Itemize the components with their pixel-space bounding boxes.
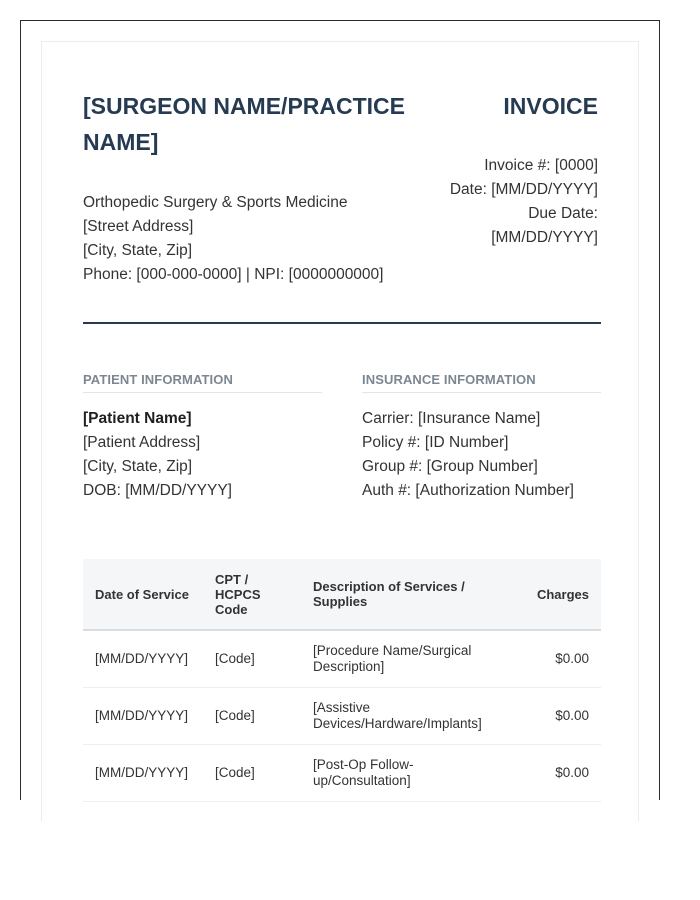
header-charges: Charges [519, 559, 601, 630]
insurance-section-heading: INSURANCE INFORMATION [362, 372, 601, 393]
document-frame [20, 20, 660, 800]
practice-street: [Street Address] [83, 218, 194, 235]
service-description: [Procedure Name/Surgical Description] [301, 630, 519, 688]
patient-address: [Patient Address] [83, 434, 201, 451]
insurance-info [362, 407, 574, 503]
table-row [83, 688, 601, 745]
service-charge: $0.00 [519, 630, 601, 688]
practice-name: [SURGEON NAME/PRACTICE NAME] [83, 93, 406, 155]
practice-city: [City, State, Zip] [83, 242, 193, 259]
invoice-due-value: [MM/DD/YYYY] [491, 229, 598, 246]
header-description: Description of Services / Supplies [301, 559, 519, 630]
service-code: [Code] [203, 630, 301, 688]
service-code: [Code] [203, 688, 301, 745]
service-date: [MM/DD/YYYY] [83, 745, 203, 802]
header-divider [83, 322, 601, 324]
invoice-date: Date: [MM/DD/YYYY] [449, 181, 598, 198]
service-description: [Post-Op Follow-up/Consultation] [301, 745, 519, 802]
invoice-due-label: Due Date: [528, 205, 598, 222]
header-cpt-code: CPT / HCPCS Code [203, 559, 301, 630]
patient-section-heading: PATIENT INFORMATION [83, 372, 322, 393]
invoice-page [41, 41, 639, 821]
service-code: [Code] [203, 745, 301, 802]
header-date-of-service: Date of Service [83, 559, 203, 630]
patient-name: [Patient Name] [83, 410, 192, 427]
patient-info [83, 407, 232, 503]
insurance-group: Group #: [Group Number] [362, 458, 538, 475]
patient-city: [City, State, Zip] [83, 458, 193, 475]
insurance-auth: Auth #: [Authorization Number] [362, 482, 574, 499]
insurance-policy: Policy #: [ID Number] [362, 434, 509, 451]
service-date: [MM/DD/YYYY] [83, 630, 203, 688]
table-row [83, 745, 601, 802]
table-header-row [83, 559, 601, 630]
services-table [83, 559, 601, 802]
invoice-number: Invoice #: [0000] [484, 157, 598, 174]
service-description: [Assistive Devices/Hardware/Implants] [301, 688, 519, 745]
insurance-carrier: Carrier: [Insurance Name] [362, 410, 541, 427]
service-charge: $0.00 [519, 745, 601, 802]
service-charge: $0.00 [519, 688, 601, 745]
practice-contact: Phone: [000-000-0000] | NPI: [0000000000] [83, 266, 384, 283]
practice-specialty: Orthopedic Surgery & Sports Medicine [83, 194, 348, 211]
invoice-meta [398, 154, 598, 250]
table-row [83, 630, 601, 688]
practice-details [83, 191, 383, 287]
patient-dob: DOB: [MM/DD/YYYY] [83, 482, 232, 499]
invoice-title: INVOICE [503, 93, 598, 119]
service-date: [MM/DD/YYYY] [83, 688, 203, 745]
